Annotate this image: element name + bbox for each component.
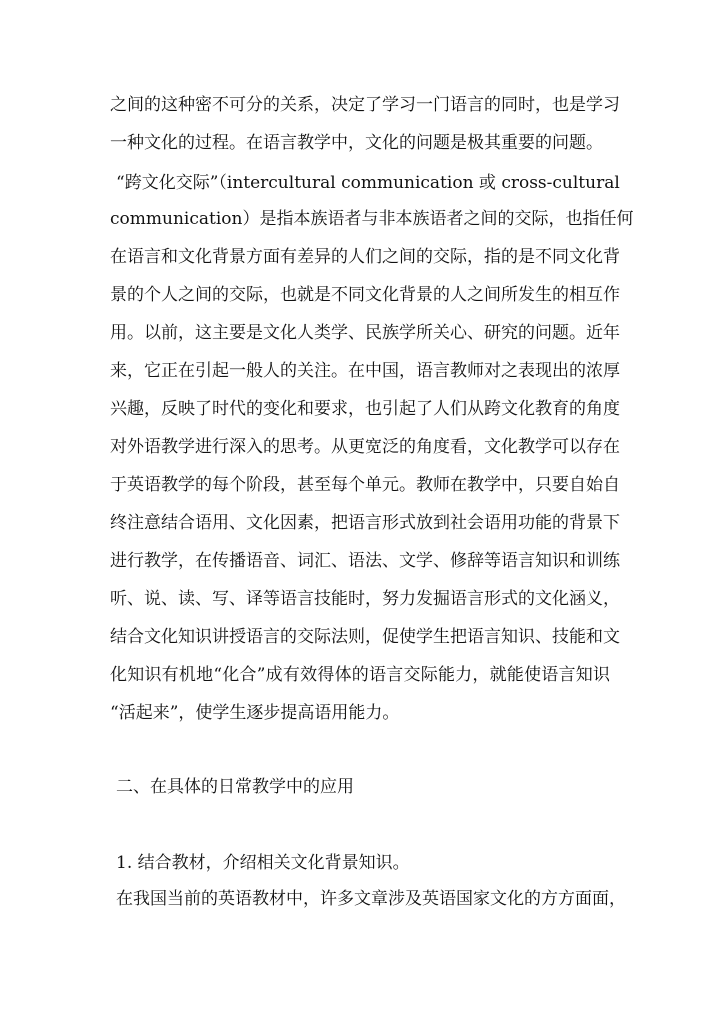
paragraph-2-line-10: 终注意结合语用、文化因素，把语言形式放到社会语用功能的背景下 [110, 513, 620, 533]
section-heading: 二、在具体的日常教学中的应用 [116, 777, 354, 797]
paragraph-2-line-5: 用。以前，这主要是文化人类学、民族学所关心、研究的问题。近年 [110, 323, 620, 343]
subsection-heading: 1. 结合教材，介绍相关文化背景知识。 [116, 853, 410, 873]
paragraph-2-line-6: 来，它正在引起一般人的关注。在中国，语言教师对之表现出的浓厚 [110, 361, 620, 381]
paragraph-2-line-11: 进行教学，在传播语音、词汇、语法、文学、修辞等语言知识和训练 [110, 551, 620, 571]
paragraph-2-line-9: 于英语教学的每个阶段，甚至每个单元。教师在教学中，只要自始自 [110, 475, 620, 495]
paragraph-3-line-1: 在我国当前的英语教材中，许多文章涉及英语国家文化的方方面面， [116, 889, 626, 909]
paragraph-2-line-1: “跨文化交际”（intercultural communication 或 cross-cultural [116, 173, 620, 193]
paragraph-2-line-8: 对外语教学进行深入的思考。从更宽泛的角度看，文化教学可以存在 [110, 437, 620, 457]
paragraph-2-line-14: 化知识有机地“化合”成有效得体的语言交际能力，就能使语言知识 [110, 665, 610, 685]
paragraph-2-line-15: “活起来”，使学生逐步提高语用能力。 [110, 703, 400, 723]
paragraph-2-line-12: 听、说、读、写、译等语言技能时，努力发掘语言形式的文化涵义， [110, 589, 620, 609]
paragraph-2-line-7: 兴趣，反映了时代的变化和要求，也引起了人们从跨文化教育的角度 [110, 399, 620, 419]
paragraph-2-line-13: 结合文化知识讲授语言的交际法则，促使学生把语言知识、技能和文 [110, 627, 620, 647]
paragraph-2-line-3: 在语言和文化背景方面有差异的人们之间的交际，指的是不同文化背 [110, 247, 620, 267]
paragraph-1-line-1: 之间的这种密不可分的关系，决定了学习一门语言的同时，也是学习 [110, 95, 620, 115]
paragraph-2-line-2: communication）是指本族语者与非本族语者之间的交际，也指任何 [110, 209, 634, 229]
paragraph-1-line-2: 一种文化的过程。在语言教学中，文化的问题是极其重要的问题。 [110, 133, 603, 153]
paragraph-2-line-4: 景的个人之间的交际，也就是不同文化背景的人之间所发生的相互作 [110, 285, 620, 305]
